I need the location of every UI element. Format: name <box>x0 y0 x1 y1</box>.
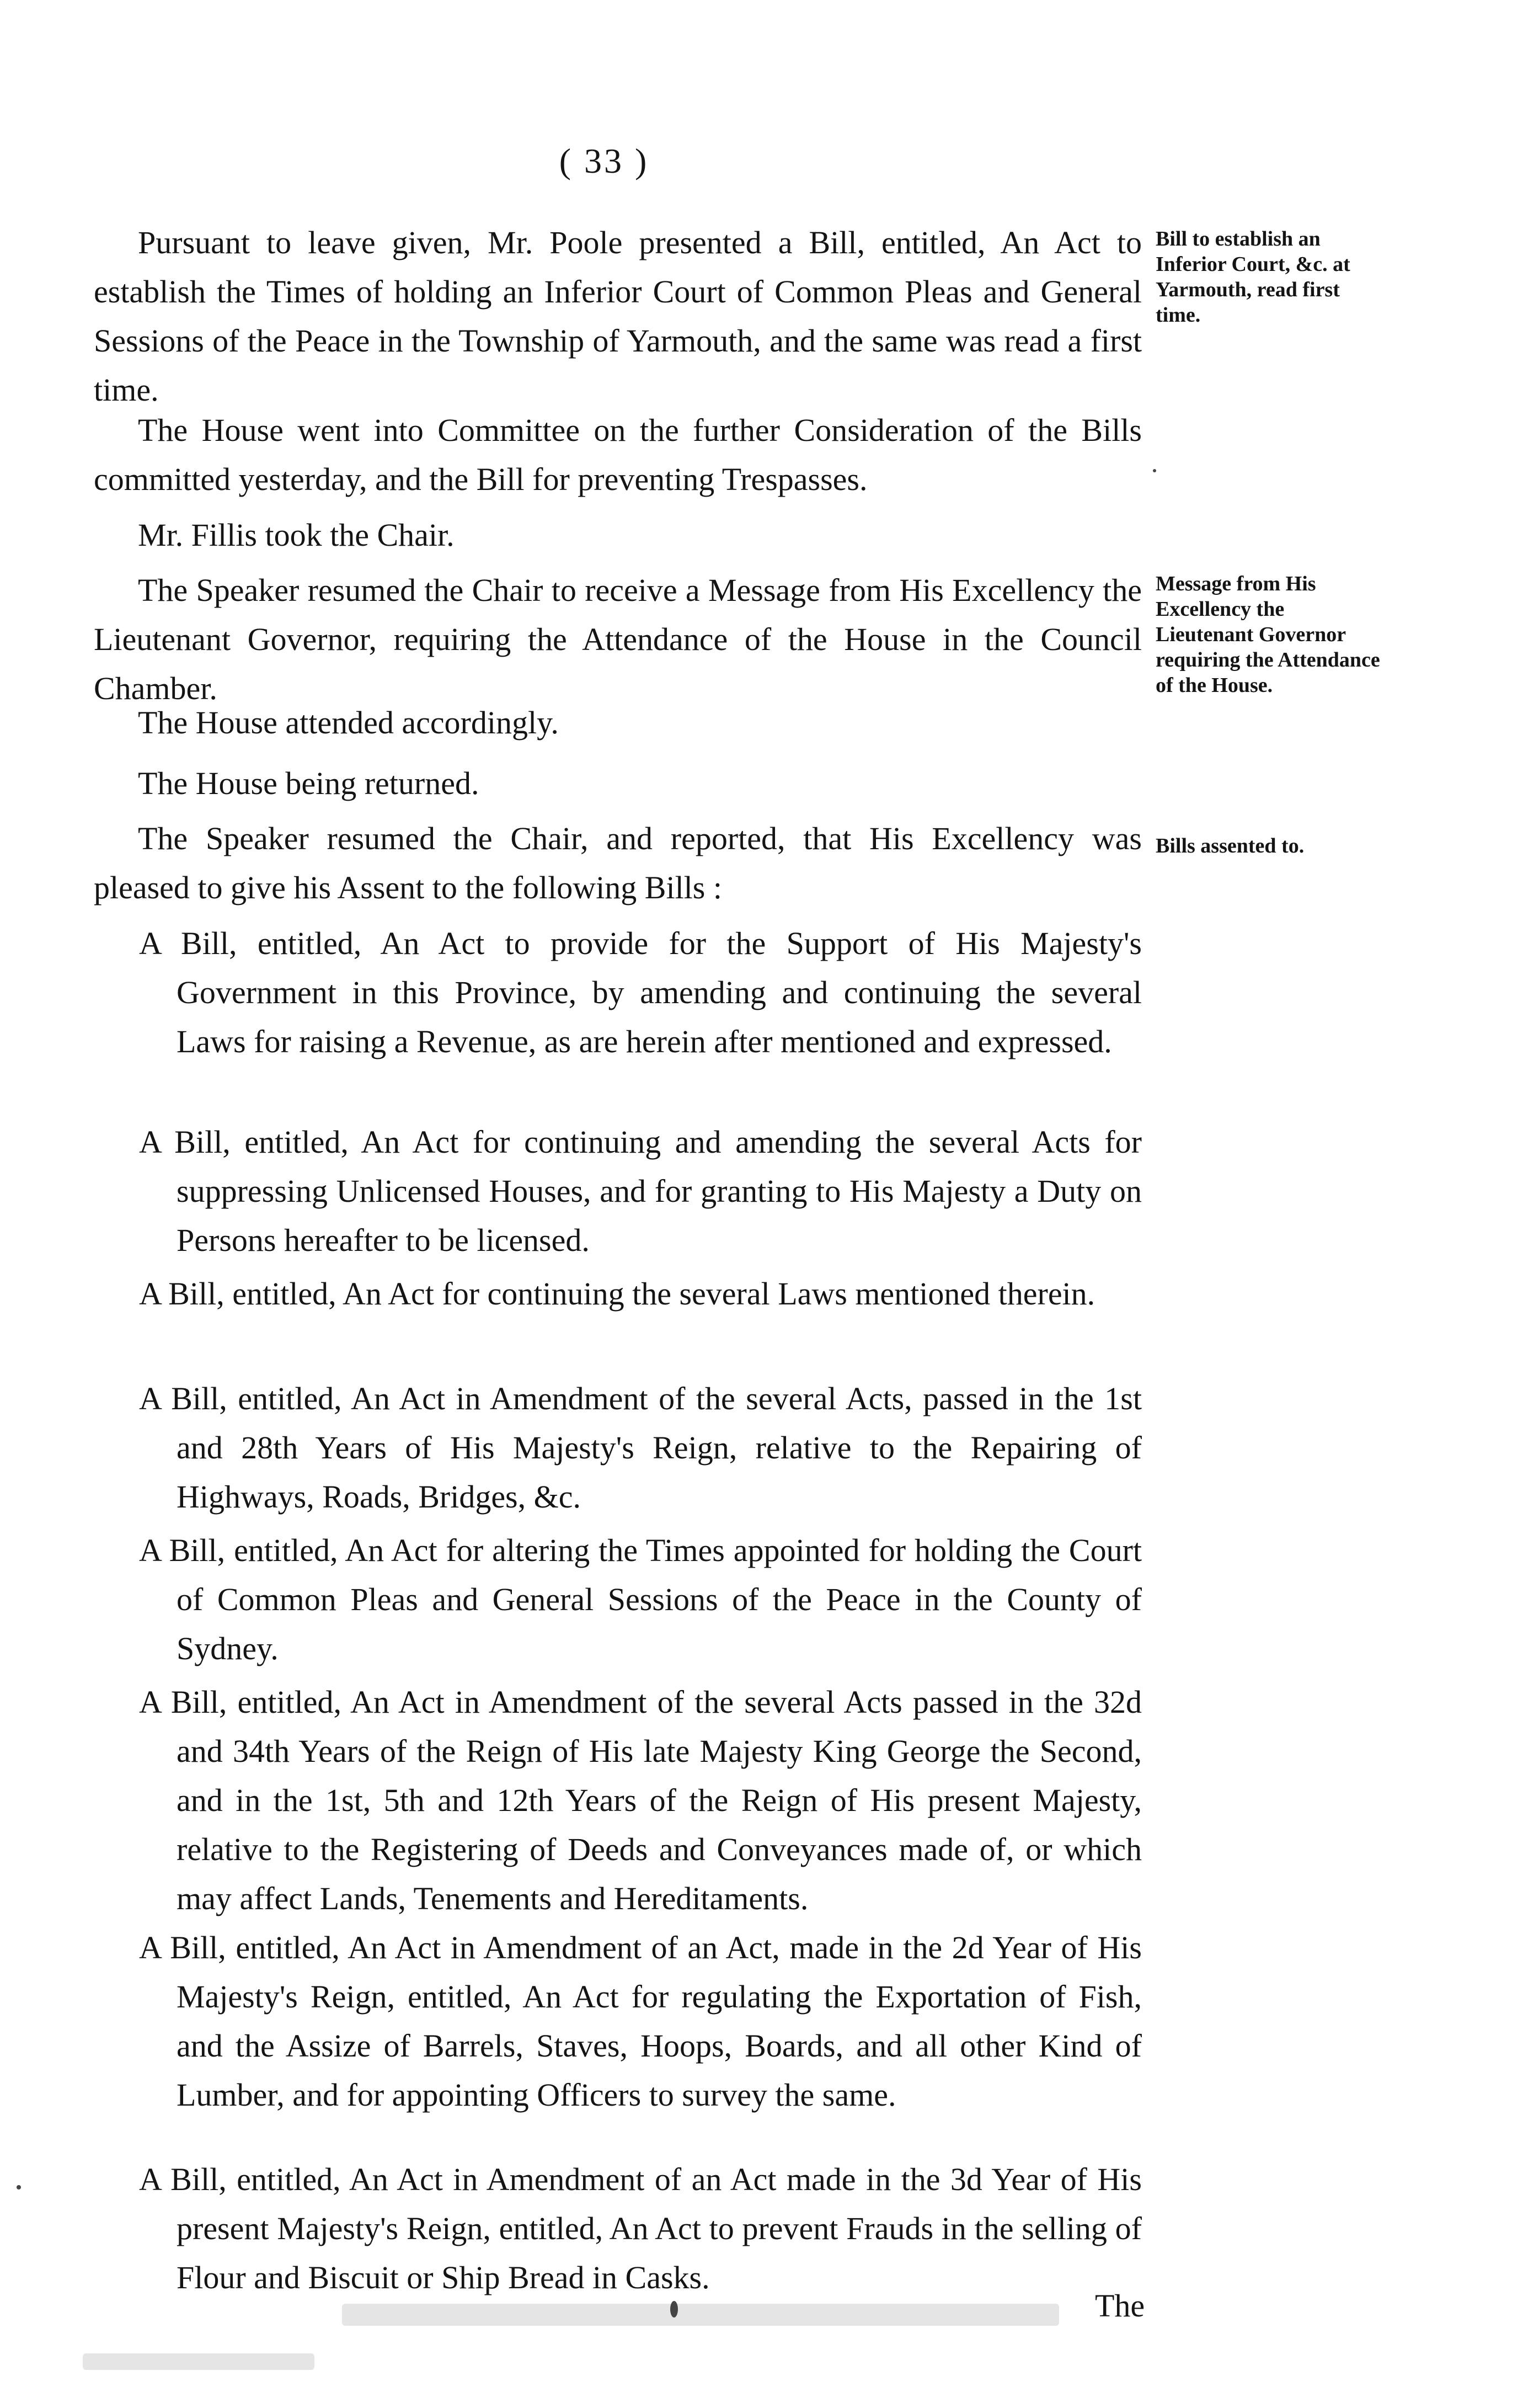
margin-note-message: Message from His Excellency the Lieutenant Governor requiring the Attendance of the House. <box>1156 572 1380 697</box>
bill-text: A Bill, entitled, An Act for continuing and amending the several Acts for suppressing Unlicensed Houses, and for granting to His Majesty a Duty on Persons hereafter to be licensed. <box>139 1124 1142 1258</box>
bill-item <box>94 1677 1142 1923</box>
page-number: ( 33 ) <box>559 141 649 180</box>
catchword: The <box>1095 2288 1145 2324</box>
scan-smudge <box>83 2353 314 2370</box>
paragraph-assent <box>94 814 1142 912</box>
scan-smudge <box>342 2304 1059 2326</box>
bill-item <box>94 2155 1142 2302</box>
paragraph-text: Mr. Fillis took the Chair. <box>138 517 455 553</box>
paragraph-bill-presented <box>94 218 1142 414</box>
bill-text: A Bill, entitled, An Act in Amendment of the several Acts passed in the 32d and 34th Years of the Reign of His late Majesty King George the Second, and in the 1st, 5th and 12th Years of the Reign of His present Majesty, relative to the Registering of Deeds and Conveyances made of, or which may affect Lands, Tenements and Hereditaments. <box>139 1684 1142 1916</box>
scan-speck <box>1153 469 1156 472</box>
paragraph-text: The House being returned. <box>138 765 479 801</box>
scan-speck <box>17 2185 21 2189</box>
paragraph-returned <box>94 759 1142 808</box>
margin-note-assented: Bills assented to. <box>1156 834 1305 857</box>
paragraph-chair <box>94 510 1142 560</box>
paragraph-text: The Speaker resumed the Chair to receive a Message from His Excellency the Lieutenant Governor, requiring the Attendance of the House in the Council Chamber. <box>94 572 1142 706</box>
paragraph-text: Pursuant to leave given, Mr. Poole presented a Bill, entitled, An Act to establish the Times of holding an Inferior Court of Common Pleas and General Sessions of the Peace in the Township of Yarmouth, and the same was read a first time. <box>94 225 1142 408</box>
paragraph-text: The Speaker resumed the Chair, and reported, that His Excellency was pleased to give his Assent to the following Bills : <box>94 821 1142 905</box>
paragraph-message <box>94 566 1142 713</box>
bill-text: A Bill, entitled, An Act to provide for the Support of His Majesty's Government in this Province, by amending and continuing the several Laws for raising a Revenue, as are herein after mentioned and expressed. <box>139 925 1142 1059</box>
paragraph-text: The House went into Committee on the further Consideration of the Bills committed yesterday, and the Bill for preventing Trespasses. <box>94 412 1142 497</box>
bill-item <box>94 1374 1142 1521</box>
bill-item <box>94 1526 1142 1673</box>
margin-note-yarmouth: Bill to establish an Inferior Court, &c. at Yarmouth, read first time. <box>1156 227 1350 327</box>
bill-item <box>94 1923 1142 2119</box>
paragraph-attended <box>94 698 1142 747</box>
scan-speck <box>670 2301 678 2318</box>
bill-text: A Bill, entitled, An Act for continuing the several Laws mentioned therein. <box>139 1276 1096 1312</box>
bill-text: A Bill, entitled, An Act in Amendment of an Act, made in the 2d Year of His Majesty's Reign, entitled, An Act for regulating the Exportation of Fish, and the Assize of Barrels, Staves, Hoops, Boards, and all other Kind of Lumber, and for appointing Officers to survey the same. <box>139 1930 1142 2113</box>
paragraph-committee <box>94 406 1142 504</box>
paragraph-text: The House attended accordingly. <box>138 705 559 740</box>
bill-item <box>94 1269 1142 1318</box>
bill-text: A Bill, entitled, An Act in Amendment of an Act made in the 3d Year of His present Majesty's Reign, entitled, An Act to prevent Frauds in the selling of Flour and Biscuit or Ship Bread in Casks. <box>139 2161 1142 2295</box>
bill-item <box>94 919 1142 1066</box>
bill-text: A Bill, entitled, An Act in Amendment of the several Acts, passed in the 1st and 28th Years of His Majesty's Reign, relative to the Repairing of Highways, Roads, Bridges, &c. <box>139 1381 1142 1515</box>
bill-item <box>94 1117 1142 1265</box>
bill-text: A Bill, entitled, An Act for altering the Times appointed for holding the Court of Common Pleas and General Sessions of the Peace in the County of Sydney. <box>139 1532 1142 1666</box>
